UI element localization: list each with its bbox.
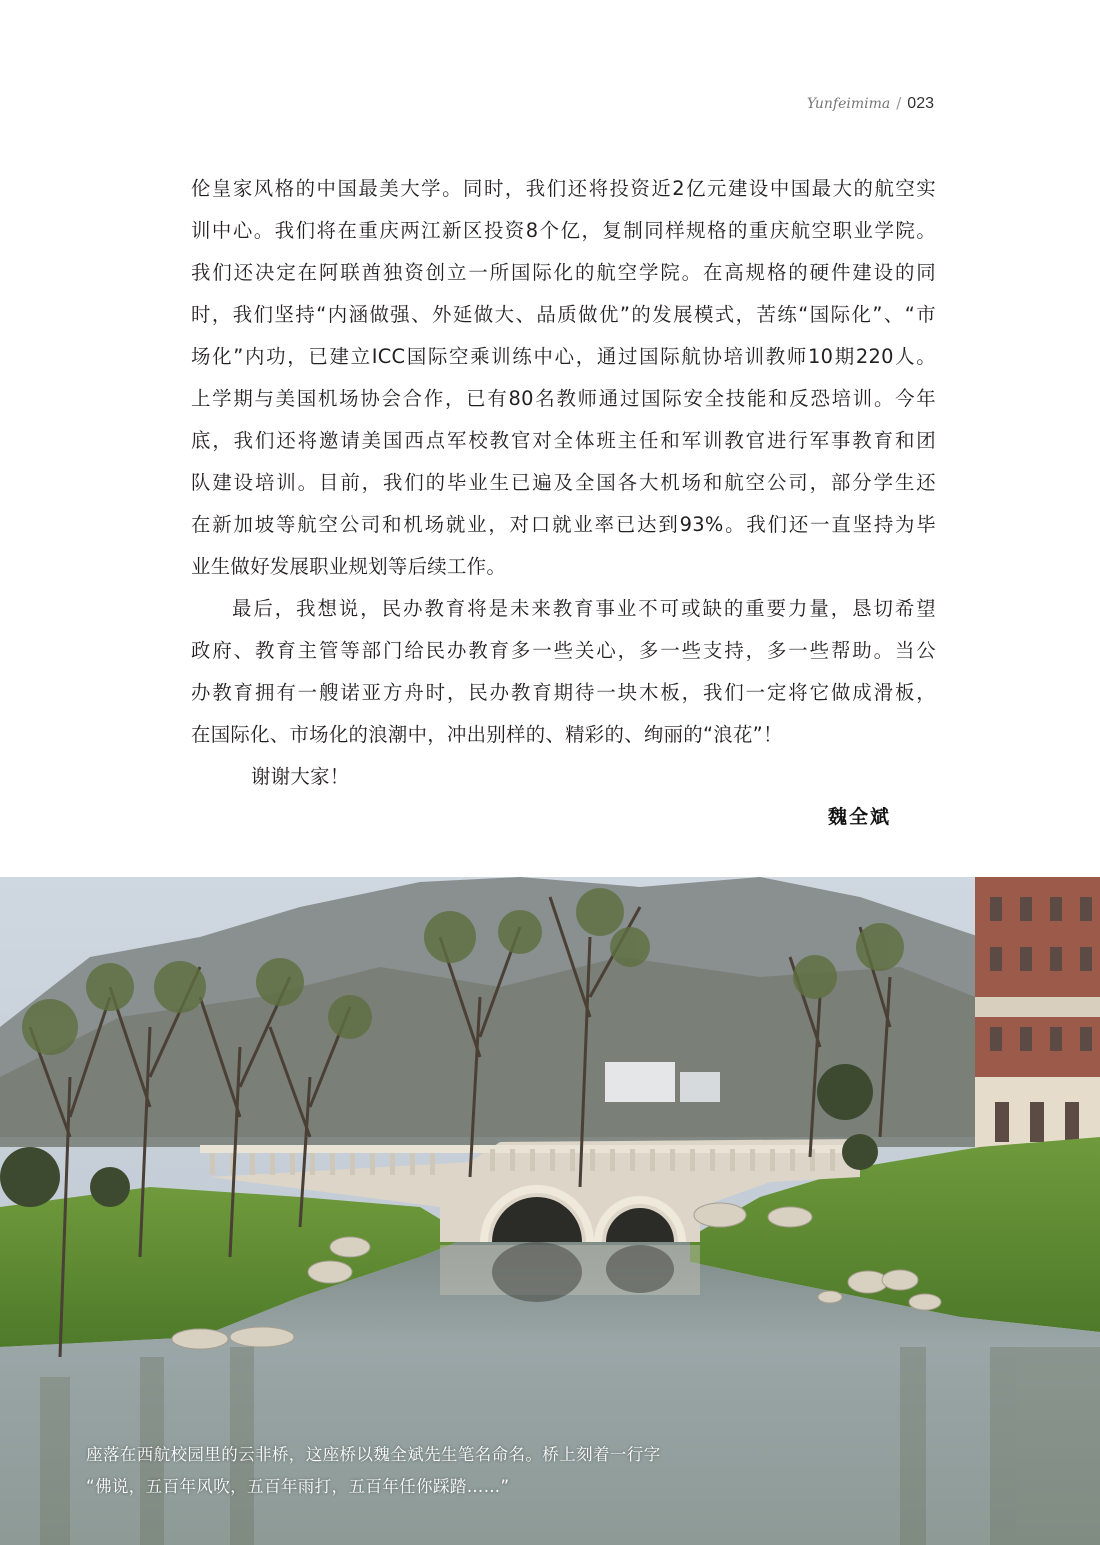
text-line: 在新加坡等航空公司和机场就业，对口就业率已达到93%。我们还一直坚持为毕 — [191, 513, 936, 536]
paragraph — [191, 168, 936, 588]
text-line: 在国际化、市场化的浪潮中，冲出别样的、精彩的、绚丽的“浪花”！ — [191, 723, 783, 746]
running-header — [807, 94, 934, 113]
campus-bridge-photo — [0, 877, 1100, 1545]
page-number: 023 — [907, 95, 934, 112]
author-signature: 魏全斌 — [828, 806, 892, 828]
text-line: 底，我们还将邀请美国西点军校教官对全体班主任和军训教官进行军事教育和团 — [191, 429, 936, 452]
text-line: 办教育拥有一艘诺亚方舟时，民办教育期待一块木板，我们一定将它做成滑板， — [191, 681, 936, 704]
paragraph — [191, 588, 936, 756]
article-body — [191, 168, 936, 798]
header-separator: / — [896, 94, 902, 112]
paragraph — [191, 756, 936, 798]
text-line: 政府、教育主管等部门给民办教育多一些关心，多一些支持，多一些帮助。当公 — [191, 639, 936, 662]
closing-line: 谢谢大家！ — [251, 765, 350, 788]
text-line: 训中心。我们将在重庆两江新区投资8个亿，复制同样规格的重庆航空职业学院。 — [191, 219, 936, 242]
text-line: 伦皇家风格的中国最美大学。同时，我们还将投资近2亿元建设中国最大的航空实 — [191, 177, 936, 200]
text-line: 最后，我想说，民办教育将是未来教育事业不可或缺的重要力量，恳切希望 — [232, 597, 936, 620]
photo-caption-line: “佛说，五百年风吹，五百年雨打，五百年任你踩踏……” — [86, 1477, 510, 1496]
photo-caption-line: 座落在西航校园里的云非桥，这座桥以魏全斌先生笔名命名。桥上刻着一行字 — [86, 1445, 661, 1464]
text-line: 我们还决定在阿联酋独资创立一所国际化的航空学院。在高规格的硬件建设的同 — [191, 261, 936, 284]
text-line: 队建设培训。目前，我们的毕业生已遍及全国各大机场和航空公司，部分学生还 — [191, 471, 936, 494]
text-line: 上学期与美国机场协会合作，已有80名教师通过国际安全技能和反恐培训。今年 — [191, 387, 936, 410]
text-line: 时，我们坚持“内涵做强、外延做大、品质做优”的发展模式，苦练“国际化”、“市 — [191, 303, 936, 326]
running-title: Yunfeimima — [806, 96, 891, 112]
text-line: 业生做好发展职业规划等后续工作。 — [191, 555, 507, 578]
text-line: 场化”内功，已建立ICC国际空乘训练中心，通过国际航协培训教师10期220人。 — [191, 345, 936, 368]
